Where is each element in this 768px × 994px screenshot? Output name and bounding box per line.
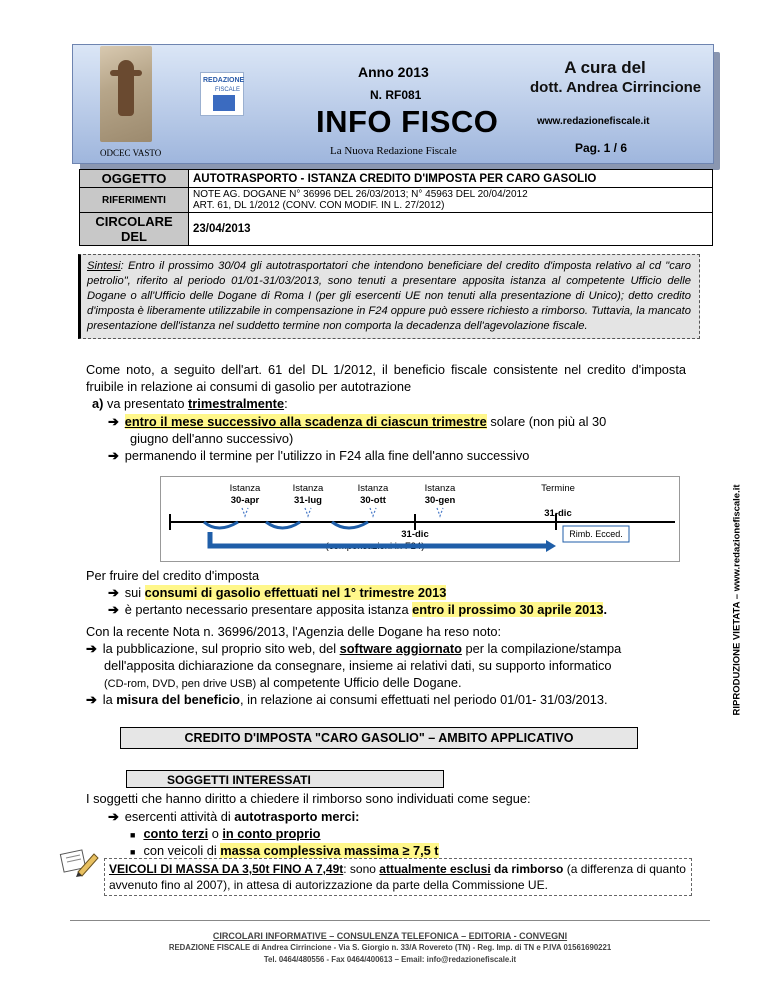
logo-text-2: FISCALE — [215, 87, 241, 93]
note-pencil-icon — [56, 846, 100, 880]
author-line-2: dott. Andrea Cirrincione — [530, 79, 702, 96]
point-a-label: a) — [92, 396, 104, 411]
sintesi-label: Sintesi — [87, 260, 121, 272]
riferimenti-line-1: NOTE AG. DOGANE N° 36996 DEL 26/03/2013; N° 45963 DEL 20/04/2012 — [193, 189, 528, 200]
istanza-date-1: 30-apr — [230, 495, 260, 506]
logo-text-1: REDAZIONE — [203, 77, 245, 84]
bullet-5-line2: dell'apposita dichiarazione da consegnare, insieme ai relativi dati, su supporto informatico — [104, 658, 612, 673]
square-bullet-icon: ■ — [130, 847, 136, 857]
para-fruire: Per fruire del credito d'imposta — [86, 568, 260, 583]
mosaic-image — [100, 46, 152, 142]
soggetti-paragraph: I soggetti che hanno diritto a chiedere il rimborso sono individuati come segue: — [86, 791, 531, 806]
bullet-5-line3-text: al competente Ufficio delle Dogane. — [256, 675, 462, 690]
header-year: Anno 2013 — [358, 64, 429, 80]
header-website[interactable]: www.redazionefiscale.it — [537, 116, 650, 127]
bullet-3 — [108, 584, 446, 601]
header-page: Pag. 1 / 6 — [575, 141, 628, 155]
conto-proprio: in conto proprio — [222, 826, 321, 841]
note-text-b: : sono — [343, 862, 380, 876]
bullet-1 — [108, 413, 606, 430]
esercenti-text: esercenti attività di — [124, 809, 235, 824]
note-box — [104, 858, 692, 896]
bullet-4-highlight: entro il prossimo 30 aprile 2013 — [412, 602, 604, 617]
section-title: CREDITO D'IMPOSTA "CARO GASOLIO" – AMBITO APPLICATIVO — [120, 727, 638, 749]
bullet-3-text: sui — [124, 585, 145, 600]
bullet-4-end: . — [603, 602, 608, 617]
meta-table — [79, 169, 713, 246]
point-a-colon: : — [284, 396, 288, 411]
footer — [70, 930, 710, 966]
timeline-diagram — [160, 476, 680, 562]
bullet-5-text-c: per la compilazione/stampa — [461, 641, 622, 656]
bullet-5-text-a: la pubblicazione, sul proprio sito web, del — [102, 641, 340, 656]
copyright-text: RIPRODUZIONE VIETATA – www.redazionefiscale.it — [731, 484, 743, 716]
istanza-label-2: Istanza — [292, 483, 324, 494]
bullet-5 — [86, 640, 686, 657]
termine-date: 31-dic — [544, 508, 572, 519]
soggetti-heading: SOGGETTI INTERESSATI — [126, 770, 444, 788]
bullet-3-highlight: consumi di gasolio effettuati nel 1° trimestre 2013 — [144, 585, 447, 600]
note-text-e: (a differenza di quanto avvenuto fino al 2007), in attesa di autorizzazione da parte della Commissione UE. — [109, 862, 686, 892]
arrow-icon: ➔ — [86, 641, 97, 656]
conto-terzi: conto terzi — [143, 826, 209, 841]
riferimenti-label: RIFERIMENTI — [80, 188, 189, 213]
arrow-icon: ➔ — [86, 692, 97, 707]
footer-line-3: Tel. 0464/480556 - Fax 0464/400613 – Email: info@redazionefiscale.it — [263, 955, 517, 964]
oggetto-value: AUTOTRASPORTO - ISTANZA CREDITO D'IMPOSTA PER CARO GASOLIO — [189, 170, 713, 188]
bullet-2-text: permanendo il termine per l'utilizzo in F24 alla fine dell'anno successivo — [124, 448, 530, 463]
istanza-date-2: 31-lug — [294, 495, 322, 506]
istanza-label-3: Istanza — [357, 483, 389, 494]
circolare-value: 23/04/2013 — [189, 213, 713, 246]
compensazioni-label: (compensazioni in F24) — [325, 541, 425, 552]
bullet-6-emph: misura del beneficio — [116, 692, 240, 707]
note-rimborso: da rimborso — [490, 862, 564, 876]
oggetto-label: OGGETTO — [80, 170, 189, 188]
footer-line-2: REDAZIONE FISCALE di Andrea Cirrincione - Via S. Giorgio n. 33/A Rovereto (TN) - Reg. Imp. di TN e P.IVA 01561690221 — [168, 943, 612, 952]
riferimenti-value — [189, 188, 713, 213]
arrow-icon: ➔ — [108, 448, 119, 463]
arrow-icon: ➔ — [108, 585, 119, 600]
footer-line-1: CIRCOLARI INFORMATIVE – CONSULENZA TELEFONICA – EDITORIA - CONVEGNI — [212, 931, 568, 941]
bullet-6 — [86, 691, 608, 708]
sintesi-text: : Entro il prossimo 30/04 gli autotrasportatori che intendono beneficiare del credito d'imposta relativo al cd "caro petrolio", riferito al periodo 01/01-31/03/2013, sono tenuti a presentare apposita istanza al competente Ufficio delle Dogane o all'Ufficio delle Dogane di Roma I (per gli esercenti UE non tenuti alla presentazione di Unico); detto credito d'imposta è liberamente utilizzabile in compensazione in F24 oppure può essere richiesto a rimborso. Tuttavia, la mancato presentazione dell'istanza nel suddetto termine non comporta la decadenza dell'agevolazione fiscale. — [87, 260, 691, 332]
istanza-date-3: 30-ott — [360, 495, 386, 506]
arrow-icon: ➔ — [108, 809, 119, 824]
conto-o: o — [208, 826, 223, 841]
note-esclusi: attualmente esclusi — [379, 862, 491, 876]
header-subtitle: La Nuova Redazione Fiscale — [330, 145, 457, 157]
bullet-1-rest: solare (non più al 30 — [486, 414, 607, 429]
redazione-fiscale-logo — [200, 72, 244, 116]
header-author — [530, 58, 702, 98]
massa-text: con veicoli di — [143, 843, 221, 858]
note-veicoli: VEICOLI DI MASSA DA 3,50t FINO A 7,49t — [109, 862, 344, 876]
mid-date: 31-dic — [401, 529, 429, 540]
termine-label: Termine — [541, 483, 575, 494]
bullet-2 — [108, 447, 529, 464]
bullet-6-text-a: la — [102, 692, 117, 707]
header-odcec: ODCEC VASTO — [100, 148, 162, 158]
bullet-5-small: (CD-rom, DVD, pen drive USB) — [104, 678, 257, 690]
header-title: INFO FISCO — [316, 104, 499, 139]
para-nota: Con la recente Nota n. 36996/2013, l'Agenzia delle Dogane ha reso noto: — [86, 624, 502, 639]
footer-divider — [70, 920, 710, 921]
bullet-4-text: è pertanto necessario presentare apposita istanza — [124, 602, 413, 617]
arrow-icon: ➔ — [108, 602, 119, 617]
point-a-text: va presentato — [103, 396, 189, 411]
sintesi-box — [78, 254, 700, 339]
esercenti-emph: autotrasporto merci: — [234, 809, 360, 824]
rimborso-label: Rimb. Ecced. — [569, 529, 623, 539]
riferimenti-line-2: ART. 61, DL 1/2012 (CONV. CON MODIF. IN L. 27/2012) — [193, 200, 445, 211]
bullet-4 — [108, 601, 607, 618]
arrow-icon: ➔ — [108, 414, 119, 429]
author-line-1: A cura del — [564, 58, 646, 77]
header-number: N. RF081 — [370, 88, 422, 102]
istanza-date-4: 30-gen — [424, 495, 456, 506]
circolare-label: CIRCOLARE DEL — [80, 213, 189, 246]
istanza-label-1: Istanza — [229, 483, 261, 494]
square-bullet-icon: ■ — [130, 830, 136, 840]
point-a — [92, 395, 288, 412]
point-a-emph: trimestralmente — [188, 396, 285, 411]
bullet-5-software: software aggiornato — [339, 641, 462, 656]
istanza-label-4: Istanza — [424, 483, 456, 494]
bullet-1-line2: giugno dell'anno successivo) — [130, 431, 294, 446]
bullet-1-highlight: entro il mese successivo alla scadenza di ciascun trimestre — [124, 414, 487, 429]
massa-highlight: massa complessiva massima ≥ 7,5 t — [220, 843, 439, 858]
bullet-esercenti — [108, 808, 359, 825]
bullet-6-text-c: , in relazione ai consumi effettuati nel periodo 01/01- 31/03/2013. — [240, 692, 608, 707]
copyright-sidebar — [727, 420, 747, 720]
intro-paragraph: Come noto, a seguito dell'art. 61 del DL 1/2012, il beneficio fiscale consistente nel credito d'imposta fruibile in relazione ai consumi di gasolio per autotrazione — [86, 362, 686, 394]
